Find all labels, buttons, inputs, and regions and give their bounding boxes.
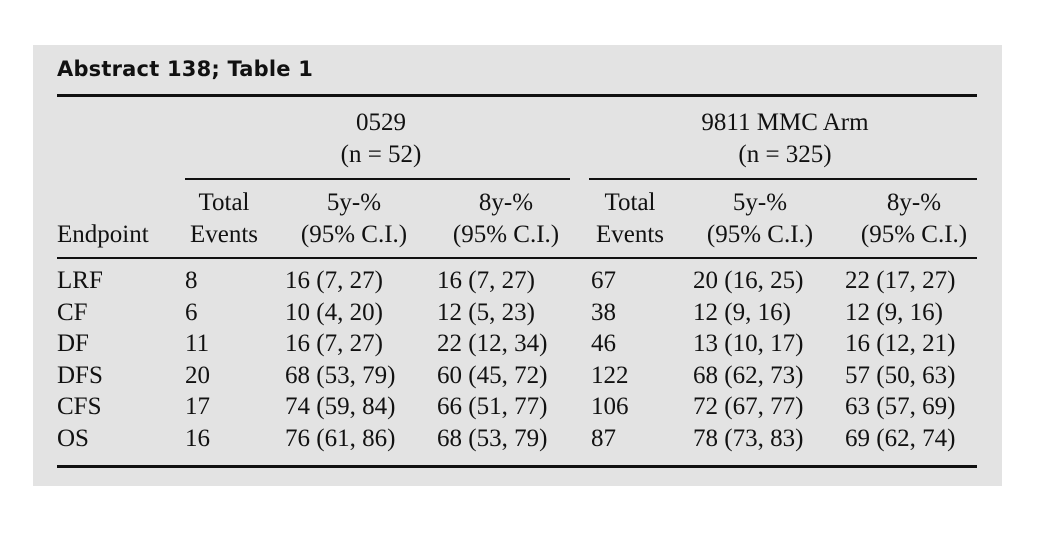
cell-g1-8y: 12 (5, 23) <box>437 298 535 326</box>
cell-g2-events: 67 <box>591 267 616 294</box>
cell-endpoint: CFS <box>57 393 102 420</box>
cell-g1-8y: 16 (7, 27) <box>437 267 535 294</box>
col-header-g2-8y: 8y-% (95% C.I.) <box>860 189 968 248</box>
group-header-0529 <box>261 107 501 171</box>
col-header-g1-5y: 5y-% (95% C.I.) <box>300 189 408 248</box>
cell-g2-8y: 22 (17, 27) <box>845 267 956 294</box>
cell-g1-5y: 16 (7, 27) <box>285 330 383 357</box>
cell-g2-8y: 16 (12, 21) <box>845 330 956 357</box>
cell-g1-events: 16 <box>185 424 210 452</box>
group-rule-0529 <box>185 178 570 180</box>
col-header-g1-8y: 8y-% (95% C.I.) <box>452 189 560 248</box>
cell-g2-8y: 57 (50, 63) <box>845 361 956 389</box>
cell-endpoint: DFS <box>57 361 103 389</box>
header-rule <box>57 257 977 259</box>
cell-g2-5y: 13 (10, 17) <box>693 330 804 357</box>
cell-g2-5y: 78 (73, 83) <box>693 424 804 452</box>
cell-g2-events: 46 <box>591 330 616 357</box>
cell-g1-5y: 10 (4, 20) <box>285 298 383 326</box>
cell-g1-5y: 16 (7, 27) <box>285 267 383 294</box>
group-n: (n = 52) <box>340 141 422 168</box>
col-header-g2-total: Total Events <box>595 189 665 248</box>
cell-g2-8y: 12 (9, 16) <box>845 298 943 326</box>
cell-g2-events: 38 <box>591 298 616 326</box>
cell-g1-events: 8 <box>185 267 198 294</box>
col-header-g2-5y: 5y-% (95% C.I.) <box>706 189 814 248</box>
col-header-endpoint: Endpoint <box>57 221 149 248</box>
top-rule <box>57 94 977 97</box>
cell-g2-events: 87 <box>591 424 616 452</box>
cell-g2-8y: 63 (57, 69) <box>845 393 956 420</box>
cell-g1-8y: 22 (12, 34) <box>437 330 548 357</box>
cell-g1-5y: 74 (59, 84) <box>285 393 396 420</box>
cell-g2-5y: 72 (67, 77) <box>693 393 804 420</box>
cell-g1-events: 11 <box>185 330 210 357</box>
cell-endpoint: LRF <box>57 267 103 294</box>
group-name: 0529 <box>356 109 406 136</box>
cell-endpoint: OS <box>57 424 89 452</box>
cell-g1-events: 20 <box>185 361 210 389</box>
cell-g1-8y: 68 (53, 79) <box>437 424 548 452</box>
bottom-rule <box>57 465 977 468</box>
group-rule-9811 <box>589 178 977 180</box>
cell-g1-5y: 76 (61, 86) <box>285 424 396 452</box>
cell-g2-events: 106 <box>591 393 629 420</box>
cell-g2-8y: 69 (62, 74) <box>845 424 956 452</box>
group-header-9811 <box>645 107 925 171</box>
cell-g1-events: 17 <box>185 393 210 420</box>
table-panel <box>33 45 1002 486</box>
group-n: (n = 325) <box>738 141 832 168</box>
cell-g1-8y: 66 (51, 77) <box>437 393 548 420</box>
cell-g1-8y: 60 (45, 72) <box>437 361 548 389</box>
cell-g1-events: 6 <box>185 298 198 326</box>
cell-g2-5y: 20 (16, 25) <box>693 267 804 294</box>
cell-g2-events: 122 <box>591 361 629 389</box>
cell-g1-5y: 68 (53, 79) <box>285 361 396 389</box>
cell-endpoint: DF <box>57 330 89 357</box>
group-name: 9811 MMC Arm <box>701 109 869 136</box>
table-caption: Abstract 138; Table 1 <box>57 57 314 81</box>
col-header-g1-total: Total Events <box>189 189 259 248</box>
cell-endpoint: CF <box>57 298 88 326</box>
cell-g2-5y: 68 (62, 73) <box>693 361 804 389</box>
cell-g2-5y: 12 (9, 16) <box>693 298 791 326</box>
